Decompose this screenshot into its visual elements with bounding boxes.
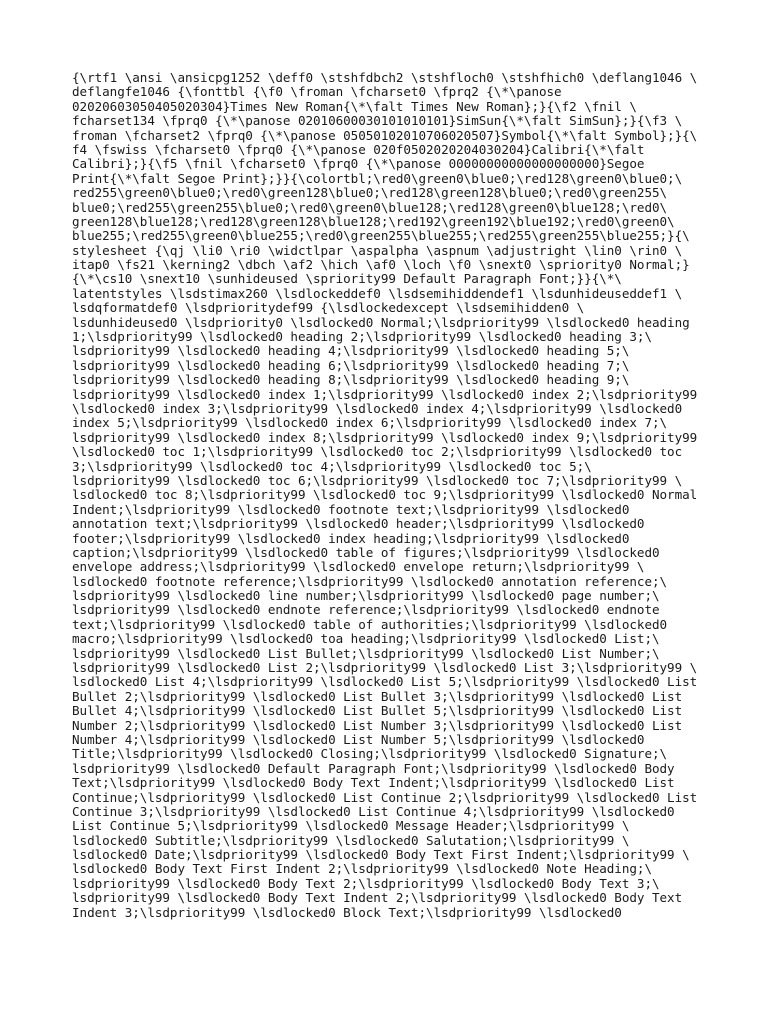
text-line: lsdlocked0 List 4;\lsdpriority99 \lsdlocked0 List 5;\lsdpriority99 \lsdlocked0 List — [72, 674, 698, 690]
text-line: lsdpriority99 \lsdlocked0 heading 6;\lsdpriority99 \lsdlocked0 heading 7;\ — [72, 357, 630, 373]
text-line: Text;\lsdpriority99 \lsdlocked0 Body Text Indent;\lsdpriority99 \lsdlocked0 List — [72, 775, 675, 791]
text-line: lsdpriority99 \lsdlocked0 index 1;\lsdpriority99 \lsdlocked0 index 2;\lsdpriority99 — [72, 386, 698, 402]
text-line: Continue 3;\lsdpriority99 \lsdlocked0 List Continue 4;\lsdpriority99 \lsdlocked0 — [72, 803, 675, 819]
text-line: index 5;\lsdpriority99 \lsdlocked0 index 6;\lsdpriority99 \lsdlocked0 index 7;\ — [72, 415, 668, 431]
text-line: List Continue 5;\lsdpriority99 \lsdlocked0 Message Header;\lsdpriority99 \ — [72, 818, 630, 834]
text-line: red255\green0\blue0;\red0\green128\blue0;\red128\green128\blue0;\red0\green255\ — [72, 185, 668, 201]
text-line: lsdpriority99 \lsdlocked0 Body Text 2;\lsdpriority99 \lsdlocked0 Body Text 3;\ — [72, 875, 660, 891]
text-line: lsdlocked0 Date;\lsdpriority99 \lsdlocked0 Body Text First Indent;\lsdpriority99 \ — [72, 847, 690, 863]
text-line: itap0 \fs21 \kerning2 \dbch \af2 \hich \af0 \loch \f0 \snext0 \spriority0 Normal;} — [72, 257, 690, 273]
text-line: lsdpriority99 \lsdlocked0 List 2;\lsdpriority99 \lsdlocked0 List 3;\lsdpriority99 \ — [72, 660, 698, 676]
rtf-source-text — [72, 71, 732, 920]
text-line: Bullet 2;\lsdpriority99 \lsdlocked0 List Bullet 3;\lsdpriority99 \lsdlocked0 List — [72, 688, 683, 704]
text-line: \lsdlocked0 toc 1;\lsdpriority99 \lsdlocked0 toc 2;\lsdpriority99 \lsdlocked0 toc — [72, 444, 683, 460]
text-line: footer;\lsdpriority99 \lsdlocked0 index heading;\lsdpriority99 \lsdlocked0 — [72, 530, 630, 546]
text-line: lsdpriority99 \lsdlocked0 Body Text Indent 2;\lsdpriority99 \lsdlocked0 Body Text — [72, 890, 683, 906]
text-line: 3;\lsdpriority99 \lsdlocked0 toc 4;\lsdpriority99 \lsdlocked0 toc 5;\ — [72, 458, 592, 474]
text-line: Continue;\lsdpriority99 \lsdlocked0 List Continue 2;\lsdpriority99 \lsdlocked0 List — [72, 789, 698, 805]
text-line: lsdlocked0 Body Text First Indent 2;\lsdpriority99 \lsdlocked0 Note Heading;\ — [72, 861, 652, 877]
text-line: lsdpriority99 \lsdlocked0 endnote reference;\lsdpriority99 \lsdlocked0 endnote — [72, 602, 660, 618]
text-line: lsdpriority99 \lsdlocked0 heading 8;\lsdpriority99 \lsdlocked0 heading 9;\ — [72, 372, 630, 388]
text-line: f4 \fswiss \fcharset0 \fprq0 {\*\panose 020f0502020204030204}Calibri{\*\falt — [72, 141, 645, 157]
text-line: Indent 3;\lsdpriority99 \lsdlocked0 Block Text;\lsdpriority99 \lsdlocked0 — [72, 904, 622, 920]
text-line: 02020603050405020304}Times New Roman{\*\falt Times New Roman};}{\f2 \fnil \ — [72, 98, 637, 114]
text-line: Number 2;\lsdpriority99 \lsdlocked0 List Number 3;\lsdpriority99 \lsdlocked0 List — [72, 717, 683, 733]
text-line: Indent;\lsdpriority99 \lsdlocked0 footnote text;\lsdpriority99 \lsdlocked0 — [72, 501, 630, 517]
text-line: blue0;\red255\green255\blue0;\red0\green0\blue128;\red128\green0\blue128;\red0\ — [72, 199, 668, 215]
text-line: Number 4;\lsdpriority99 \lsdlocked0 List Number 5;\lsdpriority99 \lsdlocked0 — [72, 731, 645, 747]
text-line: lsdpriority99 \lsdlocked0 index 8;\lsdpriority99 \lsdlocked0 index 9;\lsdpriority99 — [72, 429, 698, 445]
text-line: {\rtf1 \ansi \ansicpg1252 \deff0 \stshfdbch2 \stshfloch0 \stshfhich0 \deflang1046 \ — [72, 70, 698, 85]
text-line: text;\lsdpriority99 \lsdlocked0 table of authorities;\lsdpriority99 \lsdlocked0 — [72, 616, 668, 632]
text-line: lsdpriority99 \lsdlocked0 toc 6;\lsdpriority99 \lsdlocked0 toc 7;\lsdpriority99 \ — [72, 472, 683, 488]
text-line: macro;\lsdpriority99 \lsdlocked0 toa heading;\lsdpriority99 \lsdlocked0 List;\ — [72, 631, 660, 647]
text-line: Bullet 4;\lsdpriority99 \lsdlocked0 List Bullet 5;\lsdpriority99 \lsdlocked0 List — [72, 703, 683, 719]
text-line: lsdlocked0 Subtitle;\lsdpriority99 \lsdlocked0 Salutation;\lsdpriority99 \ — [72, 832, 630, 848]
text-line: caption;\lsdpriority99 \lsdlocked0 table of figures;\lsdpriority99 \lsdlocked0 — [72, 544, 660, 560]
text-line: lsdpriority99 \lsdlocked0 line number;\lsdpriority99 \lsdlocked0 page number;\ — [72, 588, 660, 604]
text-line: lsdunhideused0 \lsdpriority0 \lsdlocked0 Normal;\lsdpriority99 \lsdlocked0 heading — [72, 314, 690, 330]
text-line: envelope address;\lsdpriority99 \lsdlocked0 envelope return;\lsdpriority99 \ — [72, 559, 645, 575]
text-line: \lsdlocked0 index 3;\lsdpriority99 \lsdlocked0 index 4;\lsdpriority99 \lsdlocked0 — [72, 400, 683, 416]
text-line: Title;\lsdpriority99 \lsdlocked0 Closing;\lsdpriority99 \lsdlocked0 Signature;\ — [72, 746, 668, 762]
text-line: Calibri};}{\f5 \fnil \fcharset0 \fprq0 {\*\panose 00000000000000000000}Segoe — [72, 156, 645, 172]
text-line: green128\blue128;\red128\green128\blue128;\red192\green192\blue192;\red0\green0\ — [72, 213, 675, 229]
text-line: {\*\cs10 \snext10 \sunhideused \spriority99 Default Paragraph Font;}}{\*\ — [72, 271, 622, 287]
text-line: blue255;\red255\green0\blue255;\red0\green255\blue255;\red255\green255\blue255;}{\ — [72, 228, 690, 244]
text-line: stylesheet {\qj \li0 \ri0 \widctlpar \aspalpha \aspnum \adjustright \lin0 \rin0 \ — [72, 242, 683, 258]
text-line: froman \fcharset2 \fprq0 {\*\panose 05050102010706020507}Symbol{\*\falt Symbol};}{\ — [72, 127, 698, 143]
text-line: deflangfe1046 {\fonttbl {\f0 \froman \fcharset0 \fprq2 {\*\panose — [72, 84, 562, 100]
text-line: lsdpriority99 \lsdlocked0 Default Paragraph Font;\lsdpriority99 \lsdlocked0 Body — [72, 760, 675, 776]
text-line: lsdqformatdef0 \lsdprioritydef99 {\lsdlockedexcept \lsdsemihidden0 \ — [72, 300, 585, 316]
text-line: Print{\*\falt Segoe Print};}}{\colortbl;\red0\green0\blue0;\red128\green0\blue0;\ — [72, 170, 683, 186]
text-line: lsdpriority99 \lsdlocked0 List Bullet;\lsdpriority99 \lsdlocked0 List Number;\ — [72, 645, 660, 661]
text-line: fcharset134 \fprq0 {\*\panose 02010600030101010101}SimSun{\*\falt SimSun};}{\f3 \ — [72, 113, 683, 129]
text-line: annotation text;\lsdpriority99 \lsdlocked0 header;\lsdpriority99 \lsdlocked0 — [72, 516, 645, 532]
text-line: lsdpriority99 \lsdlocked0 heading 4;\lsdpriority99 \lsdlocked0 heading 5;\ — [72, 343, 630, 359]
text-line: lsdlocked0 footnote reference;\lsdpriority99 \lsdlocked0 annotation reference;\ — [72, 573, 668, 589]
text-line: lsdlocked0 toc 8;\lsdpriority99 \lsdlocked0 toc 9;\lsdpriority99 \lsdlocked0 Normal — [72, 487, 698, 503]
text-line: 1;\lsdpriority99 \lsdlocked0 heading 2;\lsdpriority99 \lsdlocked0 heading 3;\ — [72, 329, 652, 345]
text-line: latentstyles \lsdstimax260 \lsdlockeddef0 \lsdsemihiddendef1 \lsdunhideuseddef1 \ — [72, 285, 683, 301]
